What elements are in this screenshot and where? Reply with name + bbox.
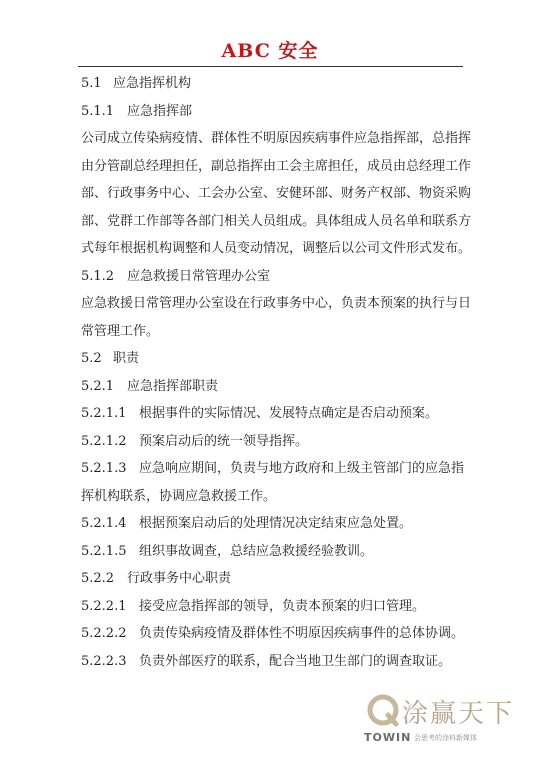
- clause-number: 5.2.1.4: [81, 516, 127, 531]
- section-heading: [81, 345, 466, 373]
- paragraph-line: 公司成立传染病疫情、群体性不明原因疾病事件应急指挥部，总指挥: [81, 131, 472, 146]
- clause: [81, 648, 466, 676]
- paragraph-line: 式每年根据机构调整和人员变动情况，调整后以公司文件形式发布。: [81, 241, 472, 256]
- clause-number: 5.2.2.2: [81, 626, 127, 641]
- section-title: 应急指挥机构: [113, 76, 192, 91]
- paragraph-line: 应急救援日常管理办公室设在行政事务中心，负责本预案的执行与日: [81, 296, 472, 311]
- clause: [81, 400, 466, 428]
- section-heading: [81, 565, 466, 593]
- paragraph: [81, 125, 472, 263]
- watermark-chinese: 涂赢天下: [402, 699, 515, 729]
- clause-text: 组织事故调查，总结应急救援经验教训。: [139, 543, 374, 559]
- paragraph-line: 部、行政事务中心、工会办公室、安健环部、财务产权部、物资采购: [81, 186, 472, 201]
- clause-text: 根据事件的实际情况、发展特点确定是否启动预案。: [139, 406, 439, 421]
- section-number: 5.1.1: [81, 103, 115, 119]
- clause-number: 5.2.1.5: [81, 543, 127, 559]
- clause: [81, 455, 466, 483]
- section-title: 应急指挥部: [127, 103, 193, 119]
- paragraph-line: 由分管副总经理担任，副总指挥由工会主席担任，成员由总经理工作: [81, 158, 472, 174]
- header-divider: [78, 66, 463, 67]
- section-title: 职责: [113, 351, 140, 366]
- page-title: ABC 安全: [221, 40, 319, 62]
- section-title: 应急救援日常管理办公室: [127, 268, 271, 284]
- clause: [81, 620, 466, 648]
- document-body: [81, 70, 472, 675]
- section-number: 5.1.2: [81, 268, 115, 284]
- clause-text: 应急响应期间，负责与地方政府和上级主管部门的应急指: [139, 461, 465, 476]
- clause-number: 5.2.2.1: [81, 598, 127, 614]
- section-heading: [81, 98, 466, 126]
- clause-text: 负责传染病疫情及群体性不明原因疾病事件的总体协调。: [139, 626, 465, 641]
- section-heading: [81, 373, 466, 401]
- clause-text: 接受应急指挥部的领导，负责本预案的归口管理。: [139, 598, 426, 614]
- section-heading: [81, 70, 466, 98]
- paragraph-line: 常管理工作。: [81, 323, 160, 339]
- clause: [81, 428, 466, 456]
- section-number: 5.1: [81, 76, 102, 91]
- section-title: 应急指挥部职责: [127, 378, 219, 394]
- clause: [81, 538, 466, 566]
- clause-continuation: 挥机构联系，协调应急救援工作。: [81, 488, 277, 504]
- section-number: 5.2.2: [81, 571, 115, 586]
- section-number: 5.2: [81, 351, 102, 366]
- clause-number: 5.2.2.3: [81, 653, 127, 669]
- watermark: [360, 691, 530, 749]
- clause-text: 根据预案启动后的处理情况决定结束应急处置。: [139, 516, 413, 531]
- clause-number: 5.2.1.2: [81, 433, 127, 449]
- clause-number: 5.2.1.3: [81, 461, 127, 476]
- clause-text: 预案启动后的统一领导指挥。: [139, 433, 309, 449]
- clause-text: 负责外部医疗的联系，配合当地卫生部门的调查取证。: [139, 653, 452, 669]
- section-heading: [81, 263, 466, 291]
- clause: [81, 510, 466, 538]
- towin-logo-icon: [366, 693, 400, 727]
- section-number: 5.2.1: [81, 378, 115, 394]
- watermark-brand: TOWIN: [364, 731, 412, 744]
- clause-number: 5.2.1.1: [81, 406, 127, 421]
- clause: [81, 593, 466, 621]
- paragraph-line: 部、党群工作部等各部门相关人员组成。具体组成人员名单和联系方: [81, 213, 472, 229]
- section-title: 行政事务中心职责: [127, 571, 232, 586]
- watermark-tagline: 会思考的涂料新媒体: [414, 734, 477, 742]
- paragraph: [81, 290, 472, 345]
